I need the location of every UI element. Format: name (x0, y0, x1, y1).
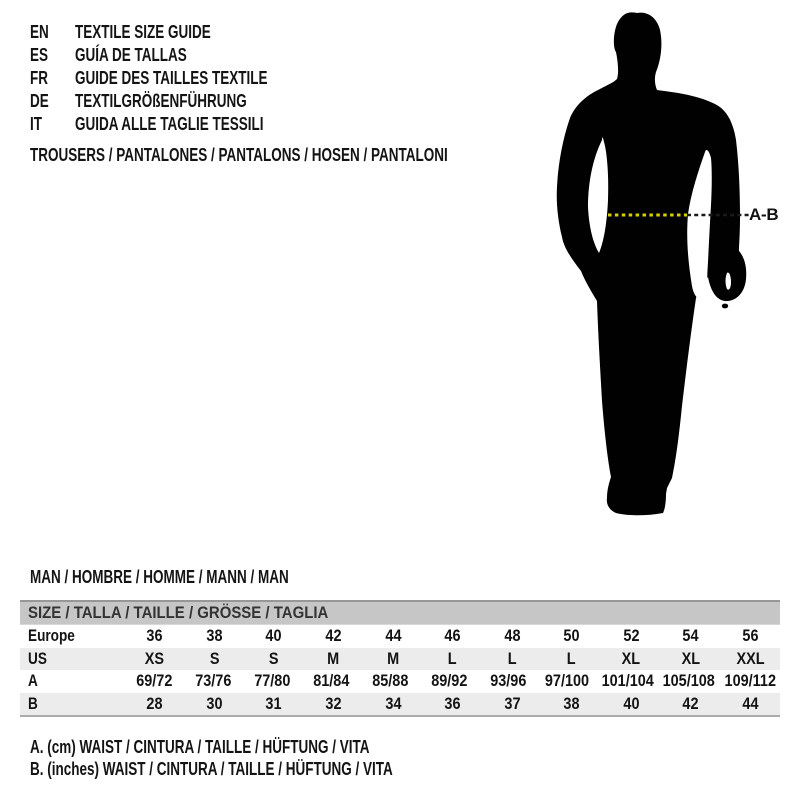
size-value: M (327, 648, 340, 668)
size-value: 40 (623, 693, 640, 713)
size-value: 52 (623, 626, 640, 646)
size-value-cell (720, 694, 780, 714)
size-value: 93/96 (490, 671, 527, 691)
size-row-label-cell (20, 671, 125, 691)
size-value: L (448, 648, 457, 668)
size-value-cell (661, 694, 721, 714)
size-value-cell (720, 649, 780, 669)
size-value-cell (482, 694, 542, 714)
size-value-cell (423, 694, 483, 714)
size-value-cell (244, 694, 304, 714)
size-value: S (209, 648, 220, 668)
language-title: TEXTILGRÖßENFÜHRUNG (75, 91, 247, 111)
language-code: IT (30, 114, 42, 134)
size-value: XS (145, 648, 165, 668)
size-value-cell (420, 671, 479, 691)
size-value: 42 (325, 626, 342, 646)
size-row-label: Europe (28, 626, 75, 646)
note-waist-cm (30, 736, 483, 759)
size-value-cell (720, 671, 781, 691)
size-value: 97/100 (545, 671, 590, 691)
size-value: 105/108 (662, 671, 715, 691)
size-value-cell (601, 626, 661, 646)
language-code: FR (30, 68, 48, 88)
size-value-cell (658, 671, 719, 691)
size-value: 56 (742, 626, 759, 646)
size-value: L (507, 648, 517, 668)
size-value: L (567, 648, 577, 668)
language-code: DE (30, 91, 49, 111)
language-title: GUIDA ALLE TAGLIE TESSILI (75, 114, 264, 134)
size-value-cell (482, 626, 542, 646)
size-value: 37 (504, 693, 521, 713)
size-value-cell (304, 649, 364, 669)
size-value-cell (125, 694, 185, 714)
size-value-cell (125, 671, 184, 691)
size-value-cell (361, 671, 420, 691)
size-value: 40 (265, 626, 282, 646)
size-value: 36 (146, 626, 163, 646)
size-value-cell (720, 626, 780, 646)
size-value: 38 (563, 693, 580, 713)
language-title: TEXTILE SIZE GUIDE (75, 22, 211, 42)
size-value: 73/76 (195, 671, 232, 691)
size-value: 28 (146, 693, 163, 713)
size-value-cell (423, 649, 483, 669)
size-row-europe (20, 625, 780, 648)
silhouette-body-path (557, 12, 747, 515)
size-row-label: US (28, 648, 47, 668)
size-value-cell (363, 626, 423, 646)
size-value-cell (542, 626, 602, 646)
size-value-cell (184, 671, 243, 691)
size-value: 81/84 (313, 671, 350, 691)
size-table-header (20, 602, 780, 625)
size-value-cell (363, 649, 423, 669)
size-row-us (20, 648, 780, 671)
size-value-cell (479, 671, 538, 691)
size-value: XL (681, 648, 700, 668)
size-value: 34 (384, 693, 402, 713)
size-value-cell (542, 649, 602, 669)
size-value-cell (363, 694, 423, 714)
section-title: MAN / HOMBRE / HOMME / MANN / MAN (30, 567, 289, 587)
size-value-cell (125, 626, 185, 646)
language-title: GUIDE DES TAILLES TEXTILE (75, 68, 268, 88)
measure-label-ab: A-B (749, 205, 779, 224)
size-row-b (20, 693, 780, 716)
language-code: EN (30, 22, 49, 42)
model-silhouette (555, 10, 795, 520)
size-value: 101/104 (601, 671, 654, 691)
size-value-cell (304, 694, 364, 714)
size-row-label-cell (20, 694, 125, 714)
size-value-cell (125, 649, 185, 669)
size-value: 44 (742, 693, 759, 713)
size-value: 54 (682, 626, 699, 646)
size-value: 44 (384, 626, 402, 646)
size-value: 38 (206, 626, 223, 646)
size-value: 46 (444, 626, 461, 646)
garment-type-line (30, 144, 587, 167)
garment-type-label: TROUSERS / PANTALONES / PANTALONS / HOSEN / PANTALONI (30, 145, 448, 165)
size-table (20, 600, 780, 717)
size-value-cell (661, 626, 721, 646)
size-value-cell (601, 649, 661, 669)
note-waist-cm-text: A. (cm) WAIST / CINTURA / TAILLE / HÜFTUNG / VITA (30, 737, 370, 757)
size-row-label: A (28, 671, 38, 691)
size-value-cell (661, 649, 721, 669)
size-value: 89/92 (431, 671, 468, 691)
size-value-cell (244, 649, 304, 669)
size-value-cell (423, 626, 483, 646)
size-table-body (20, 625, 780, 715)
language-code: ES (30, 45, 49, 65)
size-value: M (386, 648, 399, 668)
note-waist-inches-text: B. (inches) WAIST / CINTURA / TAILLE / HÜFTUNG / VITA (30, 759, 393, 779)
size-row-a (20, 670, 780, 693)
size-value-cell (302, 671, 361, 691)
size-value: 69/72 (136, 671, 173, 691)
size-value-cell (597, 671, 658, 691)
note-waist-inches (30, 758, 514, 781)
size-value: 48 (504, 626, 521, 646)
size-value-cell (482, 649, 542, 669)
size-row-label-cell (20, 626, 125, 646)
size-value-cell (244, 626, 304, 646)
size-value: 50 (563, 626, 580, 646)
size-row-label-cell (20, 649, 125, 669)
hand-speck (722, 304, 728, 309)
size-table-header-label: SIZE / TALLA / TAILLE / GRÖSSE / TAGLIA (28, 603, 329, 622)
language-title: GUÍA DE TALLAS (75, 45, 187, 65)
size-value-cell (542, 694, 602, 714)
size-value-cell (538, 671, 597, 691)
size-value-cell (185, 649, 245, 669)
size-value: 32 (325, 693, 342, 713)
size-value: 77/80 (254, 671, 291, 691)
size-value: 30 (206, 693, 223, 713)
size-value: 42 (682, 693, 699, 713)
size-value: 109/112 (724, 671, 776, 691)
size-value: XL (621, 648, 641, 668)
size-value-cell (185, 694, 245, 714)
size-value: S (269, 648, 279, 668)
size-value-cell (601, 694, 661, 714)
man-standing-silhouette-icon (555, 10, 795, 520)
size-value-cell (304, 626, 364, 646)
size-value-cell (243, 671, 302, 691)
size-row-label: B (28, 693, 38, 713)
size-value: XXL (736, 648, 765, 668)
size-value: 31 (265, 693, 282, 713)
size-value: 36 (444, 693, 461, 713)
size-value: 85/88 (372, 671, 409, 691)
section-title-line (30, 566, 375, 589)
size-value-cell (185, 626, 245, 646)
